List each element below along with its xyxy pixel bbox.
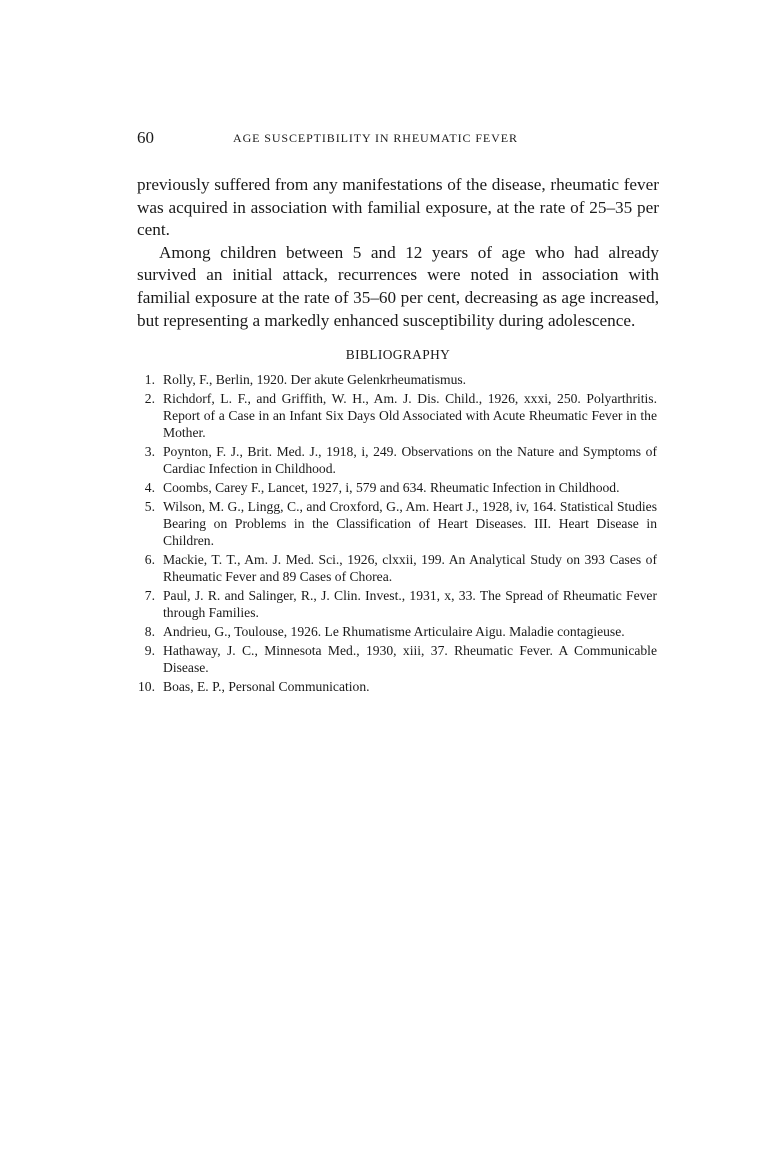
bibliography-entry — [137, 678, 659, 695]
entry-text: Wilson, M. G., Lingg, C., and Croxford, G., Am. Heart J., 1928, iv, 164. Statistical Studies Bearing on Problems in the Classification of Heart Diseases. III. Heart Disease in Children. — [163, 499, 657, 549]
bibliography-entry — [137, 443, 659, 477]
entry-number: 3. — [144, 444, 155, 460]
bibliography-heading: BIBLIOGRAPHY — [345, 347, 451, 363]
bibliography-entry — [137, 479, 659, 496]
paragraph: Among children between 5 and 12 years of age who had already survived an initial attack, recurrences were noted in association with familial exposure at the rate of 35–60 per cent, decreasing as age increased, but representing a markedly enhanced susceptibility during adolescence. — [137, 242, 659, 330]
page-header — [137, 128, 659, 152]
entry-text: Coombs, Carey F., Lancet, 1927, i, 579 and 634. Rheumatic Infection in Childhood. — [163, 480, 620, 496]
entry-number: 10. — [138, 679, 155, 695]
bibliography-entry — [137, 390, 659, 441]
entry-text: Paul, J. R. and Salinger, R., J. Clin. Invest., 1931, x, 33. The Spread of Rheumatic Fever through Families. — [163, 588, 657, 621]
entry-text: Hathaway, J. C., Minnesota Med., 1930, xiii, 37. Rheumatic Fever. A Communicable Disease. — [163, 643, 657, 676]
bibliography-entry — [137, 371, 659, 388]
bibliography-list — [137, 371, 659, 695]
entry-text: Richdorf, L. F., and Griffith, W. H., Am. J. Dis. Child., 1926, xxxi, 250. Polyarthritis. Report of a Case in an Infant Six Days Old Associated with Acute Rheumatic Fever in the Mother. — [163, 391, 657, 441]
bibliography-entry — [137, 642, 659, 676]
entry-number: 5. — [144, 499, 155, 515]
running-title: AGE SUSCEPTIBILITY IN RHEUMATIC FEVER — [233, 131, 518, 145]
paragraph-continued: previously suffered from any manifestations of the disease, rheumatic fever was acquired in association with familial exposure, at the rate of 25–35 per cent. — [137, 175, 659, 240]
entry-number: 9. — [144, 643, 155, 659]
entry-text: Rolly, F., Berlin, 1920. Der akute Gelenkrheumatismus. — [163, 372, 467, 388]
bibliography-entry — [137, 587, 659, 621]
entry-text: Andrieu, G., Toulouse, 1926. Le Rhumatisme Articulaire Aigu. Maladie contagieuse. — [163, 624, 625, 640]
entry-number: 2. — [144, 391, 155, 407]
entry-text: Mackie, T. T., Am. J. Med. Sci., 1926, clxxii, 199. An Analytical Study on 393 Cases of Rheumatic Fever and 89 Cases of Chorea. — [163, 552, 657, 585]
book-page — [137, 128, 659, 697]
entry-number: 7. — [144, 588, 155, 604]
entry-number: 8. — [144, 624, 155, 640]
entry-number: 6. — [144, 552, 155, 568]
entry-text: Boas, E. P., Personal Communication. — [163, 679, 370, 695]
bibliography-entry — [137, 623, 659, 640]
entry-number: 4. — [144, 480, 155, 496]
entry-text: Poynton, F. J., Brit. Med. J., 1918, i, 249. Observations on the Nature and Symptoms of Cardiac Infection in Childhood. — [163, 444, 657, 477]
body-text — [137, 174, 659, 332]
page-number: 60 — [137, 128, 154, 147]
bibliography-entry — [137, 498, 659, 549]
entry-number: 1. — [144, 372, 155, 388]
bibliography-entry — [137, 551, 659, 585]
